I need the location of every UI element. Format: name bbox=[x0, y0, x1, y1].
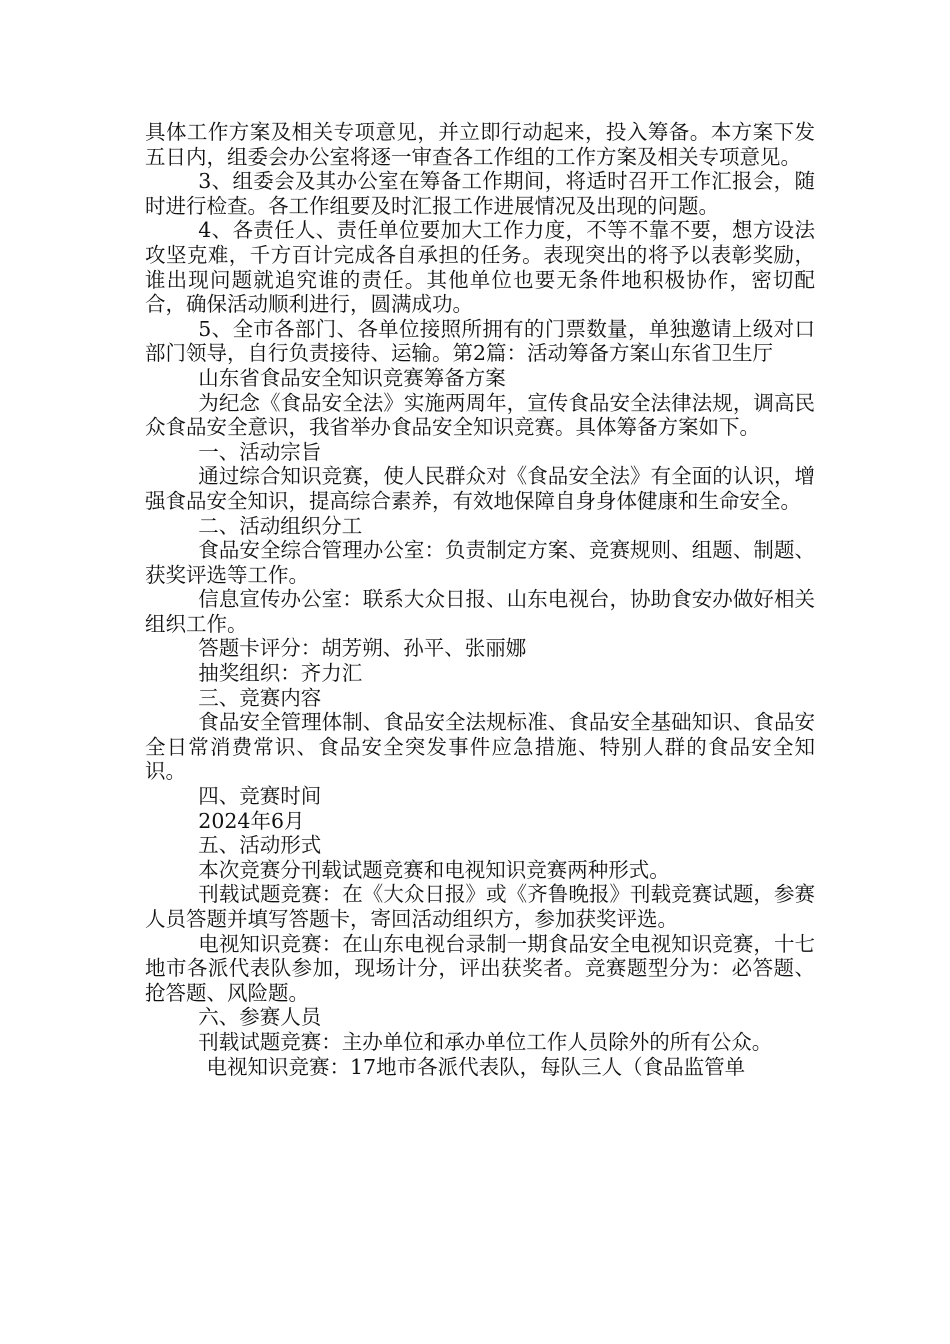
paragraph: 答题卡评分：胡芳朔、孙平、张丽娜 bbox=[198, 636, 527, 661]
paragraph: 为纪念《食品安全法》实施两周年，宣传食品安全法律法规，调高民众食品安全意识，我省举办食品安全知识竞赛。具体筹备方案如下。 bbox=[145, 390, 815, 440]
paragraph: 4、各责任人、责任单位要加大工作力度，不等不靠不要，想方设法攻坚克难，千方百计完成各自承担的任务。表现突出的将予以表彰奖励，谁出现问题就追究谁的责任。其他单位也要无条件地积极协作，密切配合，确保活动顺利进行，圆满成功。 bbox=[145, 218, 815, 317]
paragraph: 5、全市各部门、各单位接照所拥有的门票数量，单独邀请上级对口部门领导，自行负责接待、运输。第2篇：活动筹备方案山东省卫生厅 bbox=[145, 316, 815, 366]
paragraph: 刊载试题竞赛：在《大众日报》或《齐鲁晚报》刊载竞赛试题，参赛人员答题并填写答题卡，寄回活动组织方，参加获奖评选。 bbox=[145, 882, 815, 931]
paragraph: 抽奖组织：齐力汇 bbox=[198, 661, 363, 686]
paragraph: 食品安全综合管理办公室：负责制定方案、竞赛规则、组题、制题、获奖评选等工作。 bbox=[145, 538, 815, 587]
paragraph: 2024年6月 bbox=[198, 808, 305, 833]
section-heading: 三、竞赛内容 bbox=[198, 685, 322, 710]
section-heading: 六、参赛人员 bbox=[198, 1005, 322, 1030]
paragraph: 信息宣传办公室：联系大众日报、山东电视台，协助食安办做好相关组织工作。 bbox=[145, 587, 815, 636]
section-heading: 五、活动形式 bbox=[198, 833, 322, 858]
section-heading: 四、竞赛时间 bbox=[198, 784, 322, 809]
paragraph: 电视知识竞赛：在山东电视台录制一期食品安全电视知识竞赛，十七地市各派代表队参加，现场计分，评出获奖者。竞赛题型分为：必答题、抢答题、风险题。 bbox=[145, 931, 815, 1005]
paragraph: 具体工作方案及相关专项意见，并立即行动起来，投入筹备。本方案下发五日内，组委会办公室将逐一审查各工作组的工作方案及相关专项意见。 bbox=[145, 120, 815, 169]
paragraph: 电视知识竞赛：17地市各派代表队，每队三人（食品监管单 bbox=[206, 1054, 746, 1079]
paragraph: 本次竞赛分刊载试题竞赛和电视知识竞赛两种形式。 bbox=[198, 857, 670, 882]
paragraph: 食品安全管理体制、食品安全法规标准、食品安全基础知识、食品安全日常消费常识、食品安全突发事件应急措施、特别人群的食品安全知识。 bbox=[145, 710, 815, 784]
section-heading: 一、活动宗旨 bbox=[198, 439, 322, 464]
document-page bbox=[145, 120, 815, 1079]
paragraph: 通过综合知识竞赛，使人民群众对《食品安全法》有全面的认识，增强食品安全知识，提高综合素养，有效地保障自身身体健康和生命安全。 bbox=[145, 464, 815, 513]
paragraph: 刊载试题竞赛：主办单位和承办单位工作人员除外的所有公众。 bbox=[198, 1029, 773, 1054]
section-heading: 山东省食品安全知识竞赛筹备方案 bbox=[198, 365, 506, 390]
section-heading: 二、活动组织分工 bbox=[198, 513, 363, 538]
paragraph: 3、组委会及其办公室在筹备工作期间，将适时召开工作汇报会，随时进行检查。各工作组要及时汇报工作进展情况及出现的问题。 bbox=[145, 169, 815, 218]
